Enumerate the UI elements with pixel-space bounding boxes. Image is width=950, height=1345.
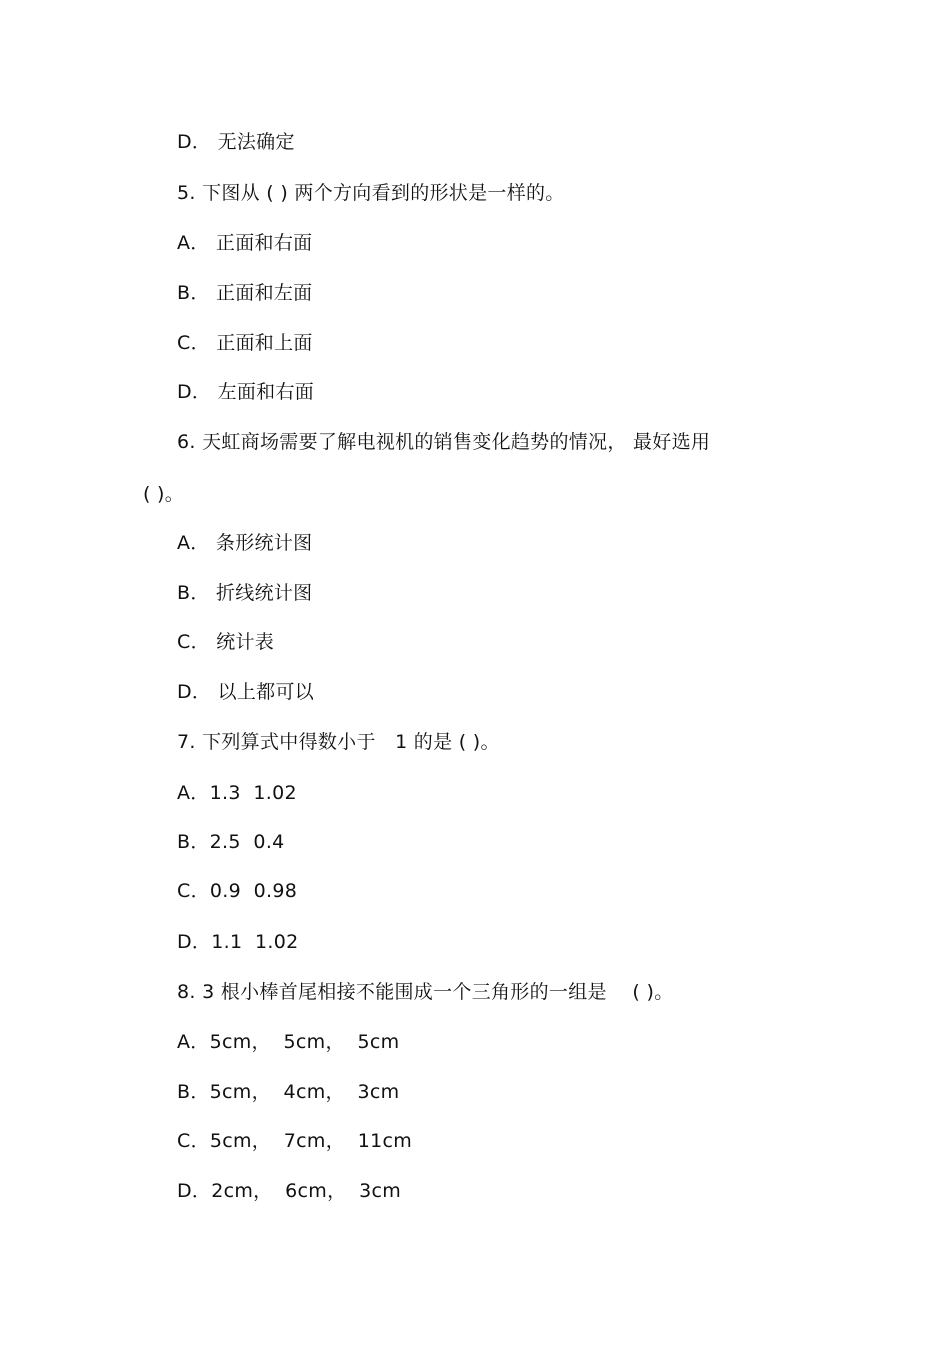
q8-option-d: D．2cm， 6cm， 3cm — [177, 1180, 402, 1202]
q7-stem: 7. 下列算式中得数小于 1 的是 ( )。 — [177, 731, 500, 753]
q8-stem: 8. 3 根小棒首尾相接不能围成一个三角形的一组是 ( )。 — [177, 981, 674, 1003]
q5-stem: 5. 下图从 ( ) 两个方向看到的形状是一样的。 — [177, 182, 565, 204]
q6-stem: 6. 天虹商场需要了解电视机的销售变化趋势的情况， 最好选用 — [177, 431, 711, 453]
q8-option-c: C．5cm， 7cm， 11cm — [177, 1130, 413, 1152]
q5-option-b: B． 正面和左面 — [177, 282, 313, 304]
q7-option-d: D．1.1 1.02 — [177, 931, 299, 953]
q6-option-c: C． 统计表 — [177, 631, 275, 653]
q7-option-b: B．2.5 0.4 — [177, 831, 285, 853]
q8-option-b: B．5cm， 4cm， 3cm — [177, 1081, 400, 1103]
q4-option-d: D． 无法确定 — [177, 131, 295, 153]
q5-option-a: A． 正面和右面 — [177, 232, 313, 254]
q7-option-a: A．1.3 1.02 — [177, 782, 297, 804]
q5-option-c: C． 正面和上面 — [177, 332, 313, 354]
q6-option-d: D． 以上都可以 — [177, 681, 315, 703]
q8-option-a: A．5cm， 5cm， 5cm — [177, 1031, 400, 1053]
q6-option-b: B． 折线统计图 — [177, 582, 313, 604]
q6-stem-cont: ( )。 — [143, 483, 185, 505]
q5-option-d: D． 左面和右面 — [177, 381, 315, 403]
q6-option-a: A． 条形统计图 — [177, 532, 313, 554]
q7-option-c: C．0.9 0.98 — [177, 880, 298, 902]
